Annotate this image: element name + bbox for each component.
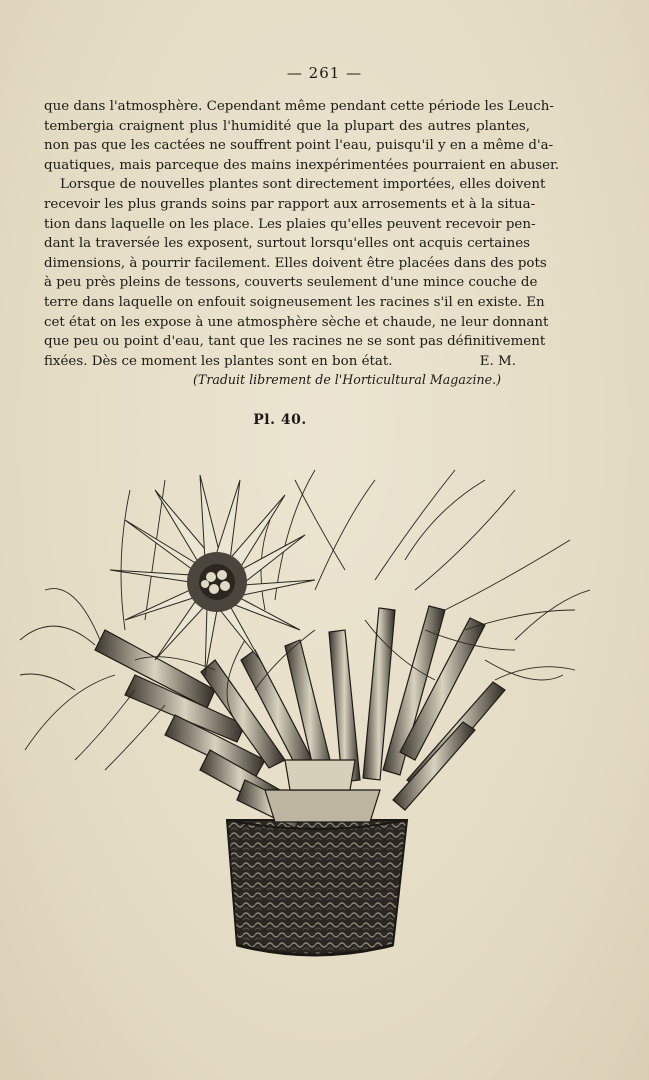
text-line: tembergia craignent plus l'humidité que la plupart des autres plantes,: [44, 118, 530, 134]
basket: [227, 820, 407, 955]
text-line: tion dans laquelle on les place. Les plaies qu'elles peuvent recevoir pen-: [44, 216, 536, 232]
text-line: dimensions, à pourrir facilement. Elles doivent être placées dans des pots: [44, 255, 547, 271]
cactus-tubercles: [95, 606, 505, 828]
body-text: [44, 97, 560, 371]
text-line-with-signature: [44, 352, 530, 372]
cactus-illustration: [15, 460, 590, 970]
text-line: dant la traversée les exposent, surtout lorsqu'elles ont acquis certaines: [44, 236, 530, 252]
text-line: terre dans laquelle on enfouit soigneusement les racines s'il en existe. En: [44, 294, 545, 310]
text-line: que peu ou point d'eau, tant que les racines ne se sont pas définitivement: [44, 334, 546, 350]
signature: E. M.: [479, 353, 516, 369]
text-line: cet état on les expose à une atmosphère sèche et chaude, ne leur donnant: [44, 314, 549, 330]
text-line: non pas que les cactées ne souffrent point l'eau, puisqu'il y en a même d'a-: [44, 138, 554, 154]
translation-credit: (Traduit librement de l'Horticultural Magazine.): [193, 372, 501, 387]
text-line: Lorsque de nouvelles plantes sont directement importées, elles doivent: [60, 177, 546, 193]
text-line: recevoir les plus grands soins par rapport aux arrosements et à la situa-: [44, 196, 536, 212]
text-line: quatiques, mais parceque des mains inexpérimentées pourraient en abuser.: [44, 157, 560, 173]
text-line: à peu près pleins de tessons, couverts seulement d'une mince couche de: [44, 275, 538, 291]
text-line: fixées. Dès ce moment les plantes sont en bon état.: [44, 353, 393, 369]
flower: [110, 475, 315, 675]
page-number: — 261 —: [286, 64, 363, 82]
plate-label: Pl. 40.: [253, 412, 307, 428]
text-line: que dans l'atmosphère. Cependant même pendant cette période les Leuch-: [44, 99, 554, 114]
